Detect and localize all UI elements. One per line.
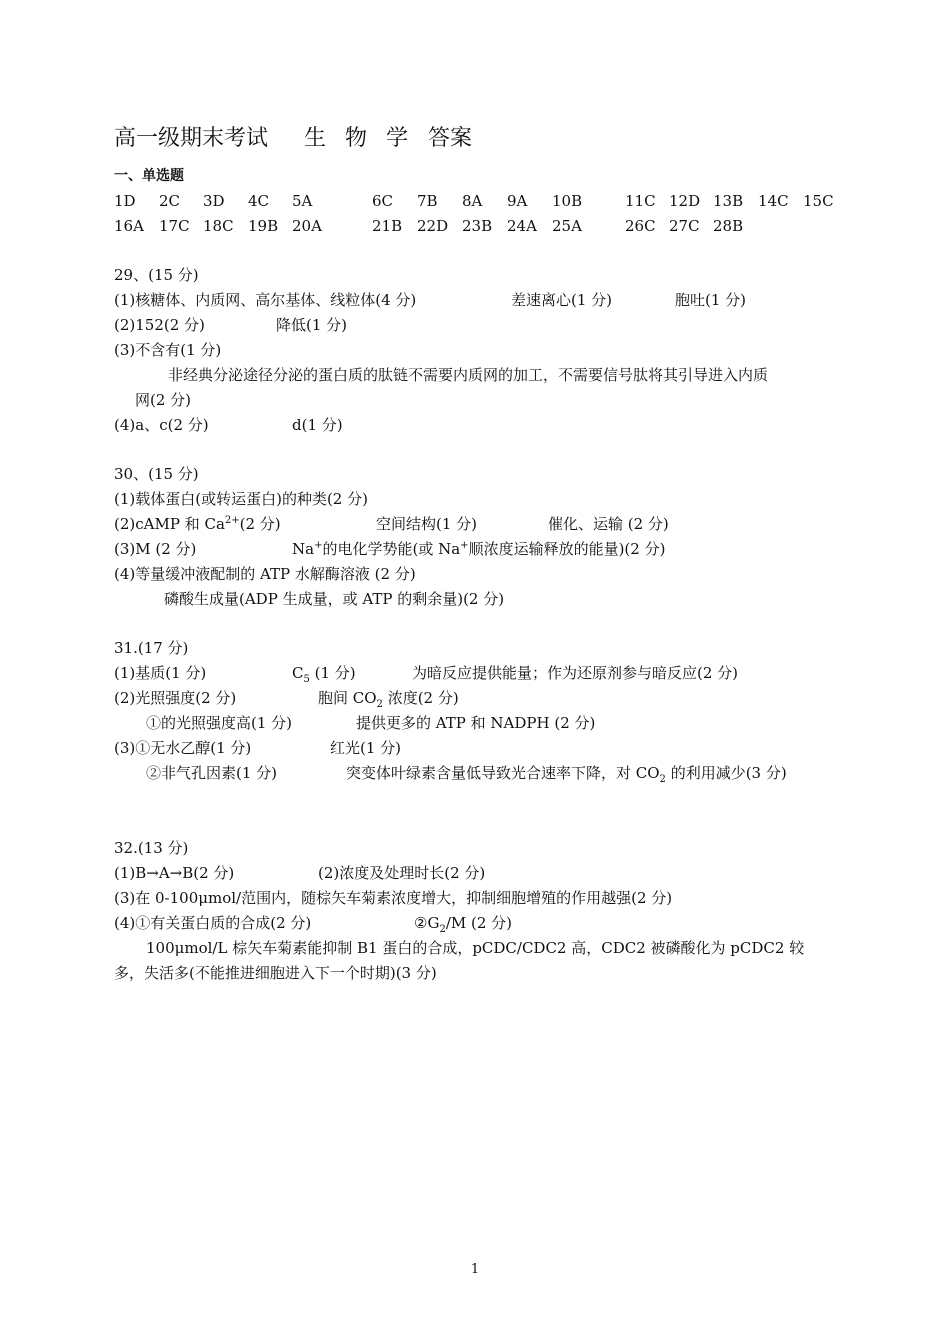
q31-part1-role: 为暗反应提供能量；作为还原剂参与暗反应(2 分)	[412, 664, 739, 682]
section-heading-single-choice: 一、单选题	[114, 168, 184, 184]
answer-item: 19B	[248, 217, 279, 235]
q29-part3-explanation-cont: 网(2 分)	[135, 391, 192, 409]
page-number: 1	[470, 1262, 480, 1277]
answer-item: 7B	[417, 192, 438, 210]
answer-item: 17C	[159, 217, 190, 235]
q31-part2-explain: 提供更多的 ATP 和 NADPH (2 分)	[356, 714, 596, 732]
q32-part3-answer: (3)在 0-100μmol/范围内，随棕矢车菊素浓度增大，抑制细胞增殖的作用越强(2 分)	[114, 889, 673, 907]
q31-part3-light: 红光(1 分)	[330, 739, 402, 757]
q32-part4-explain-cont: 多，失活多(不能推进细胞进入下一个时期)(3 分)	[114, 964, 437, 982]
q31-part3-answer: (3)①无水乙醇(1 分)	[114, 739, 252, 757]
answer-item: 15C	[803, 192, 834, 210]
q29-part2-answer: (2)152(2 分)	[114, 316, 205, 334]
q31-part2-co2: 胞间 $CO_2$ 浓度(2 分)	[318, 689, 459, 710]
q30-part4-answer: (4)等量缓冲液配制的 ATP 水解酶溶液 (2 分)	[114, 565, 416, 583]
q32-heading: 32.(13 分)	[114, 839, 189, 857]
q30-part4-measure: 磷酸生成量(ADP 生成量，或 ATP 的剩余量)(2 分)	[164, 590, 505, 608]
q30-part1-answer: (1)载体蛋白(或转运蛋白)的种类(2 分)	[114, 490, 368, 508]
q29-part3-answer: (3)不含有(1 分)	[114, 341, 222, 359]
q29-part1-method: 差速离心(1 分)	[511, 291, 613, 309]
answer-item: 21B	[372, 217, 403, 235]
answer-item: 16A	[114, 217, 144, 235]
answer-item: 20A	[292, 217, 322, 235]
q29-part1-answer: (1)核糖体、内质网、高尔基体、线粒体(4 分)	[114, 291, 417, 309]
q31-part1-answer: (1)基质(1 分)	[114, 664, 207, 682]
answer-item: 11C	[625, 192, 656, 210]
q30-part2-function: 催化、运输 (2 分)	[548, 515, 669, 533]
answer-item: 4C	[248, 192, 270, 210]
answers-row-1	[114, 191, 854, 211]
q30-part3-answer: (3)M (2 分)	[114, 540, 197, 558]
answer-item: 22D	[417, 217, 449, 235]
page-title	[114, 124, 472, 154]
answer-item: 27C	[669, 217, 700, 235]
q31-heading: 31.(17 分)	[114, 639, 189, 657]
q29-part4-answer-2: d(1 分)	[292, 416, 343, 434]
q30-part2-answer: (2)cAMP 和 $Ca^{2+}(2$ 分)	[114, 515, 281, 533]
q32-part4-phase: $②G_2/M$ (2 分)	[414, 914, 513, 935]
answer-item: 2C	[159, 192, 181, 210]
q29-part2-change: 降低(1 分)	[276, 316, 348, 334]
answer-item: 18C	[203, 217, 234, 235]
title-subject: 生 物 学	[304, 126, 415, 151]
q31-part3-factor: ②非气孔因素(1 分)	[146, 764, 278, 782]
q32-part4-explain: 100μmol/L 棕矢车菊素能抑制 B1 蛋白的合成，pCDC/CDC2 高，CDC2 被磷酸化为 pCDC2 较	[146, 939, 805, 957]
answers-row-2	[114, 216, 854, 236]
answer-item: 25A	[552, 217, 582, 235]
q29-part4-answer: (4)a、c(2 分)	[114, 416, 209, 434]
answer-item: 3D	[203, 192, 225, 210]
answer-item: 24A	[507, 217, 537, 235]
answer-item: 12D	[669, 192, 701, 210]
q32-part1-answer: (1)B→A→B(2 分)	[114, 864, 235, 882]
q29-heading: 29、(15 分)	[114, 266, 199, 284]
answer-item: 28B	[713, 217, 744, 235]
answer-item: 5A	[292, 192, 313, 210]
q32-part2-answer: (2)浓度及处理时长(2 分)	[318, 864, 486, 882]
answer-item: 8A	[462, 192, 483, 210]
q30-part3-energy: Na+的电化学势能(或 Na+顺浓度运输释放的能量)(2 分)	[292, 540, 666, 558]
answer-item: 14C	[758, 192, 789, 210]
q32-part4-answer: (4)①有关蛋白质的合成(2 分)	[114, 914, 312, 932]
q31-part3-explain: 突变体叶绿素含量低导致光合速率下降，对 $CO_2$ 的利用减少(3 分)	[346, 764, 787, 785]
answer-item: 6C	[372, 192, 394, 210]
title-main: 高一级期末考试	[114, 126, 269, 151]
q30-part2-structure: 空间结构(1 分)	[376, 515, 478, 533]
q29-part3-explanation: 非经典分泌途径分泌的蛋白质的肽链不需要内质网的加工，不需要信号肽将其引导进入内质	[168, 366, 769, 384]
answer-item: 9A	[507, 192, 528, 210]
q29-part1-secretion: 胞吐(1 分)	[675, 291, 747, 309]
answer-item: 26C	[625, 217, 656, 235]
title-suffix: 答案	[428, 126, 473, 151]
answer-item: 1D	[114, 192, 136, 210]
q30-heading: 30、(15 分)	[114, 465, 199, 483]
answer-item: 10B	[552, 192, 583, 210]
answer-item: 13B	[713, 192, 744, 210]
q31-part1-c5: $C_5$ (1 分)	[292, 664, 356, 685]
q31-part2-reason: ①的光照强度高(1 分)	[146, 714, 293, 732]
q31-part2-answer: (2)光照强度(2 分)	[114, 689, 237, 707]
answer-item: 23B	[462, 217, 493, 235]
